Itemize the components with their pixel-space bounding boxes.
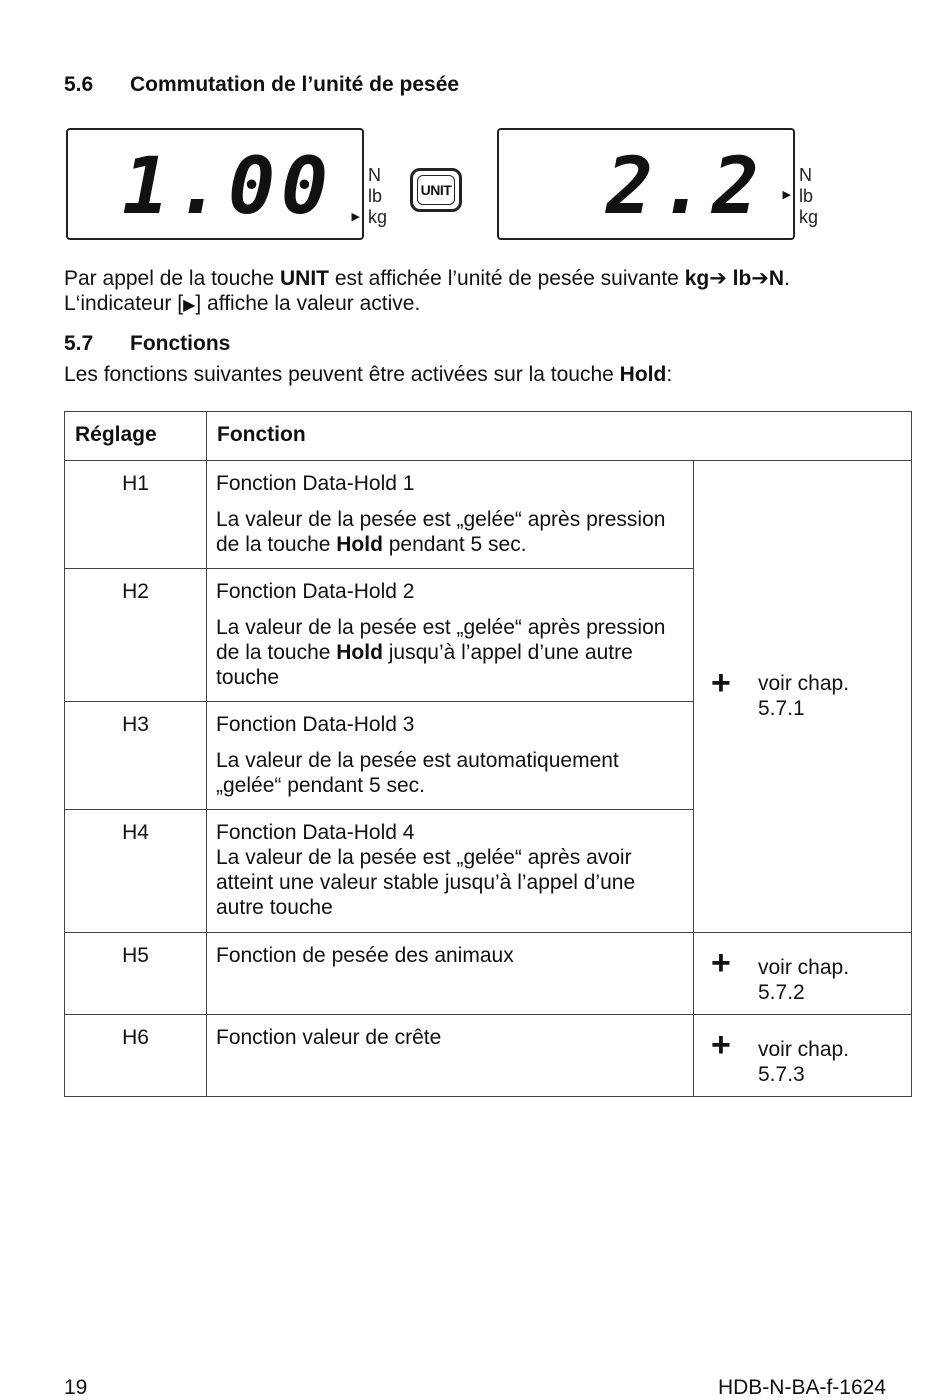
function-cell	[207, 1015, 694, 1097]
lcd-display-right	[497, 128, 795, 240]
functions-intro: Les fonctions suivantes peuvent être activées sur la touche Hold:	[64, 363, 673, 386]
function-title: Fonction Data-Hold 3	[216, 713, 415, 736]
unit-labels-left	[368, 165, 387, 228]
lcd-value: 1.00	[122, 142, 334, 232]
function-cell	[207, 810, 694, 933]
reference-chapter: 5.7.2	[758, 981, 805, 1004]
table-row	[65, 933, 912, 1015]
table-header-row	[65, 412, 912, 461]
unit-label-kg: kg	[368, 207, 388, 227]
table-row	[65, 461, 912, 569]
unit-key-label: UNIT	[417, 175, 455, 205]
unit-label-kg: kg	[799, 207, 819, 227]
plus-icon: +	[711, 1026, 731, 1064]
unit-label-n: N	[368, 165, 381, 185]
function-cell	[207, 933, 694, 1015]
setting-code: H6	[65, 1015, 207, 1097]
section-number-5-6: 5.6	[64, 73, 94, 96]
function-cell	[207, 569, 694, 702]
indicator-arrow-icon: ▶	[183, 297, 196, 314]
section-title-5-7: Fonctions	[130, 332, 231, 355]
function-cell	[207, 702, 694, 810]
header-setting: Réglage	[65, 412, 207, 461]
function-description: La valeur de la pesée est „gelée“ après pression de la touche Hold pendant 5 sec.	[216, 508, 666, 556]
unit-switch-paragraph: Par appel de la touche UNIT est affichée l’unité de pesée suivante kg➔ lb➔N. L‘indicateur [▶] affiche la valeur active.	[64, 267, 790, 315]
reference-chapter: 5.7.1	[758, 696, 805, 720]
lcd-value: 2.2	[606, 142, 765, 232]
unit-label-n: N	[799, 165, 812, 185]
reference-cell	[694, 1015, 912, 1097]
section-title-5-6: Commutation de l’unité de pesée	[130, 73, 460, 96]
reference-text: voir chap.	[758, 956, 850, 979]
setting-code: H5	[65, 933, 207, 1015]
function-title: Fonction Data-Hold 4	[216, 821, 415, 844]
function-cell	[207, 461, 694, 569]
lcd-display-left	[66, 128, 364, 240]
function-title: Fonction de pesée des animaux	[216, 944, 514, 967]
function-description: La valeur de la pesée est automatiquement „gelée“ pendant 5 sec.	[216, 749, 619, 797]
function-description: La valeur de la pesée est „gelée“ après pression de la touche Hold jusqu’à l’appel d’une autre touche	[216, 616, 666, 689]
unit-key-icon	[410, 168, 462, 212]
function-title: Fonction Data-Hold 2	[216, 580, 415, 603]
reference-text: voir chap.	[758, 1038, 850, 1061]
unit-label-lb: lb	[368, 186, 383, 206]
section-number-5-7: 5.7	[64, 332, 94, 355]
reference-cell	[694, 461, 912, 933]
function-title: Fonction valeur de crête	[216, 1026, 442, 1049]
table-row	[65, 1015, 912, 1097]
active-unit-indicator-icon: ▶	[782, 189, 791, 201]
plus-icon: +	[711, 944, 731, 982]
page-number: 19	[64, 1376, 88, 1399]
setting-code: H1	[65, 461, 207, 569]
functions-table	[64, 411, 912, 1097]
reference-chapter: 5.7.3	[758, 1063, 805, 1086]
document-code: HDB-N-BA-f-1624	[717, 1376, 886, 1399]
function-title: Fonction Data-Hold 1	[216, 472, 415, 495]
function-description: La valeur de la pesée est „gelée“ après avoir atteint une valeur stable jusqu’à l’appel d’une autre touche	[216, 846, 636, 919]
active-unit-indicator-icon: ▶	[351, 211, 360, 223]
unit-labels-right	[799, 165, 818, 228]
setting-code: H2	[65, 569, 207, 702]
plus-icon: +	[711, 663, 731, 702]
setting-code: H4	[65, 810, 207, 933]
reference-text: voir chap.	[758, 671, 850, 695]
reference-cell	[694, 933, 912, 1015]
unit-label-lb: lb	[799, 186, 814, 206]
header-function: Fonction	[207, 412, 912, 461]
setting-code: H3	[65, 702, 207, 810]
